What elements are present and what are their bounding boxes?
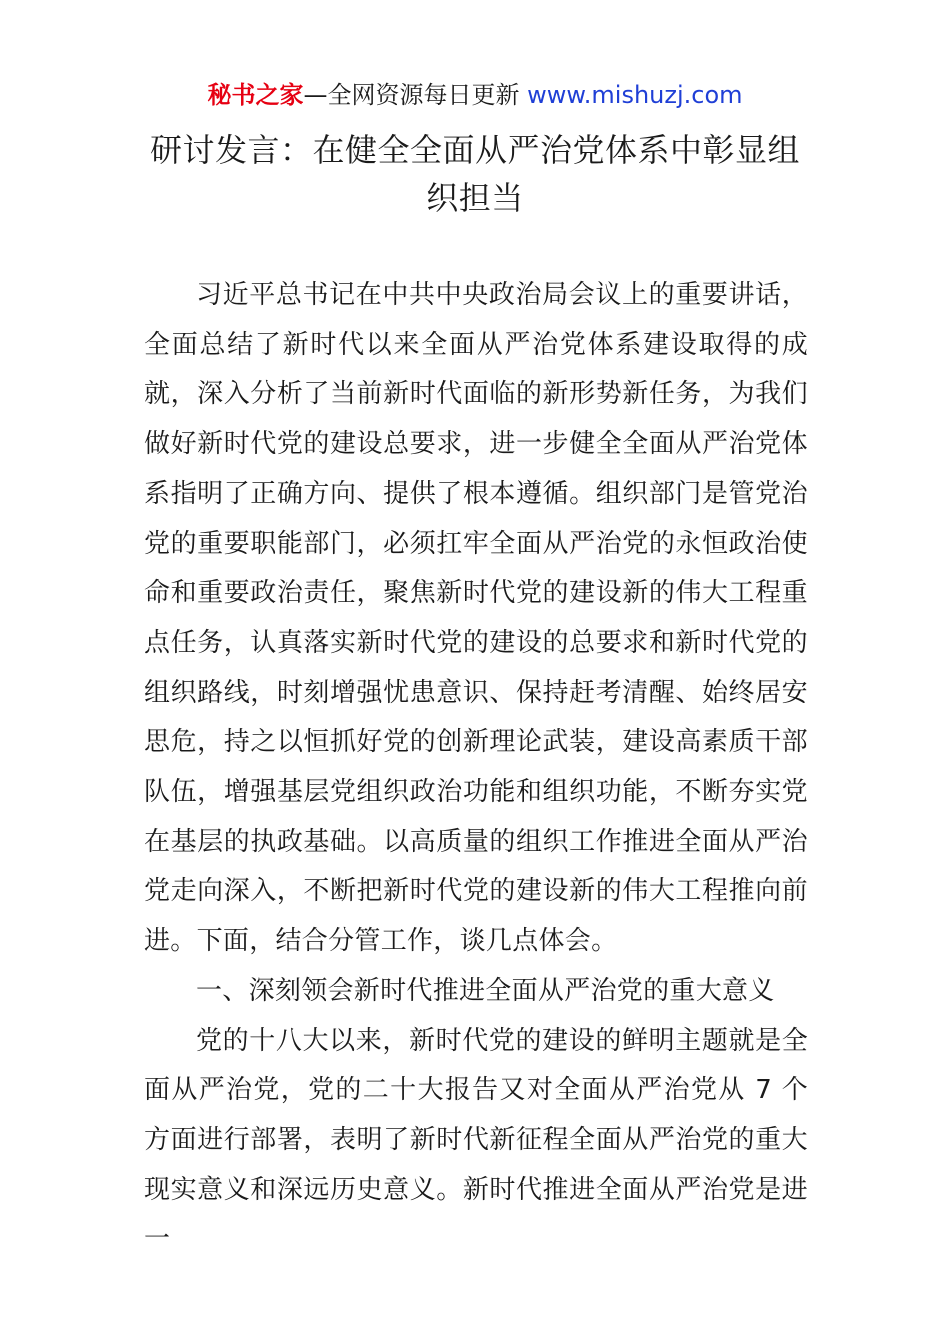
site-url-link[interactable]: www.mishuzj.com — [527, 81, 743, 109]
document-title: 研讨发言：在健全全面从严治党体系中彰显组织担当 — [149, 131, 800, 217]
intro-paragraph: 习近平总书记在中共中央政治局会议上的重要讲话，全面总结了新时代以来全面从严治党体系建设取得的成就，深入分析了当前新时代面临的新形势新任务，为我们做好新时代党的建设总要求，进一步健全全面从严治党体系指明了正确方向、提供了根本遵循。组织部门是管党治党的重要职能部门，必须扛牢全面从严治党的永恒政治使命和重要政治责任，聚焦新时代党的建设新的伟大工程重点任务，认真落实新时代党的建设的总要求和新时代党的组织路线，时刻增强忧患意识、保持赶考清醒、始终居安思危，持之以恒抓好党的创新理论武装，建设高素质干部队伍，增强基层党组织政治功能和组织功能，不断夯实党在基层的执政基础。以高质量的组织工作推进全面从严治党走向深入，不断把新时代党的建设新的伟大工程推向前进。下面，结合分管工作，谈几点体会。 — [144, 280, 808, 957]
document-body — [144, 271, 808, 1265]
section-paragraph: 党的十八大以来，新时代党的建设的鲜明主题就是全面从严治党，党的二十大报告又对全面从严治党从 7 个方面进行部署，表明了新时代新征程全面从严治党的重大现实意义和深远历史意义。新时代推进全面从严治党是进一 — [144, 1025, 808, 1255]
section-heading: 一、深刻领会新时代推进全面从严治党的重大意义 — [196, 975, 775, 1006]
site-header — [0, 78, 950, 112]
header-tagline: —全网资源每日更新 — [303, 81, 528, 109]
brand-name: 秘书之家 — [207, 81, 304, 109]
